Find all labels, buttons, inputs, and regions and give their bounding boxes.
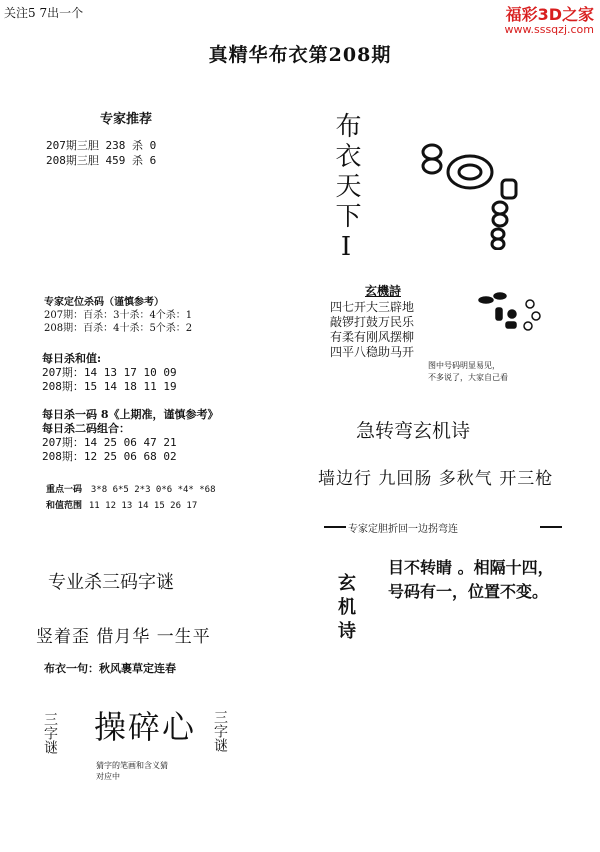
divider-text: 专家定胆折回一边拐弯连: [348, 524, 458, 535]
three-char-riddle-label-right: 三字谜: [212, 710, 228, 752]
caption-line: 图中号码明显易见，: [428, 361, 500, 370]
daily-kill-one-row: 207期：14 25 06 47 21: [42, 436, 177, 449]
expert-row: 207期三胆 238 杀 0: [46, 139, 157, 152]
position-kill-row: 207期：百杀：3十杀：4个杀：1: [44, 310, 193, 321]
sharp-turn-answer: 墙边行 九回肠 多秋气 开三枪: [318, 469, 554, 489]
xuanji-riddle-label: 玄机诗: [335, 573, 356, 645]
position-kill-row: 208期：百杀：4十杀：5个杀：2: [44, 323, 193, 334]
expert-divider: [318, 516, 566, 538]
daily-kill-two-heading: 每日杀二码组合：: [42, 422, 130, 435]
xuanji-poem: [330, 282, 436, 360]
kill-three-answer: 竖着歪 借月华 一生平: [36, 627, 211, 647]
digit-objects-illustration: [474, 290, 552, 346]
sum-range-label: 和值范围: [46, 501, 83, 511]
brand-url[interactable]: www.sssqzj.com: [504, 23, 594, 36]
buyi-tianxia-heading: 布衣天下I: [331, 112, 361, 266]
daily-kill-sum-heading: 每日杀和值:: [42, 352, 102, 365]
position-kill-heading: 专家定位杀码（谨慎参考）: [44, 297, 164, 308]
caption-line: 不多说了，大家自己看: [428, 373, 508, 382]
daily-kill-sum-row: 207期：14 13 17 10 09: [42, 366, 177, 379]
poem-line: 四平八稳助马开: [330, 345, 415, 359]
xuanji-riddle: [388, 556, 554, 604]
digit-cartoon-illustration: [418, 138, 528, 254]
daily-kill-one-row: 208期：12 25 06 68 02: [42, 450, 177, 463]
sharp-turn-heading: 急转弯玄机诗: [356, 420, 471, 442]
sum-range-values: 11 12 13 14 15 26 17: [88, 501, 198, 511]
xuanji-poem-heading: 玄機詩: [364, 284, 401, 298]
three-char-riddle-main: 操碎心: [94, 708, 197, 746]
daily-kill-one-block: [42, 408, 218, 464]
poem-line: 敲锣打鼓万民乐: [330, 315, 415, 329]
daily-kill-sum-block: [42, 352, 177, 394]
buyi-sentence: 布衣一句：秋风裹草定连春: [44, 662, 176, 675]
poem-line: 四七开大三辟地: [330, 300, 415, 314]
daily-kill-sum-row: 208期：15 14 18 11 19: [42, 380, 177, 393]
hint-line: 猜字的笔画和含义猜: [96, 761, 168, 770]
key-codes-label: 重点一码: [46, 485, 83, 495]
digit-cartoon-icon: [418, 138, 528, 250]
brand-name: 福彩3D之家: [505, 5, 594, 24]
kill-three-heading: 专业杀三码字谜: [48, 572, 174, 593]
expert-list: [46, 138, 156, 168]
page-title: 真精华布衣第208期: [208, 44, 392, 66]
poem-line: 有柔有刚风摆柳: [330, 330, 415, 344]
hint-line: 对应中: [96, 772, 120, 781]
key-codes-values: 3*8 6*5 2*3 0*6 *4* *68: [90, 485, 216, 495]
three-char-riddle-hint: [96, 760, 168, 782]
expert-row: 208期三胆 459 杀 6: [46, 154, 157, 167]
top-note: 关注5 7出一个: [4, 6, 84, 20]
digit-objects-icon: [474, 290, 552, 342]
image-caption: [428, 360, 508, 384]
daily-kill-one-heading: 每日杀一码 8《上期准，谨慎参考》: [42, 408, 219, 421]
riddle-line: 目不转睛 。相隔十四，: [388, 558, 554, 577]
three-char-riddle-label-left: 三字谜: [42, 712, 58, 754]
key-codes-block: [46, 482, 216, 514]
expert-heading: 专家推荐: [100, 112, 153, 127]
riddle-line: 号码有一，位置不变。: [388, 582, 549, 601]
brand-watermark[interactable]: [505, 2, 594, 36]
position-kill-block: [44, 296, 192, 335]
